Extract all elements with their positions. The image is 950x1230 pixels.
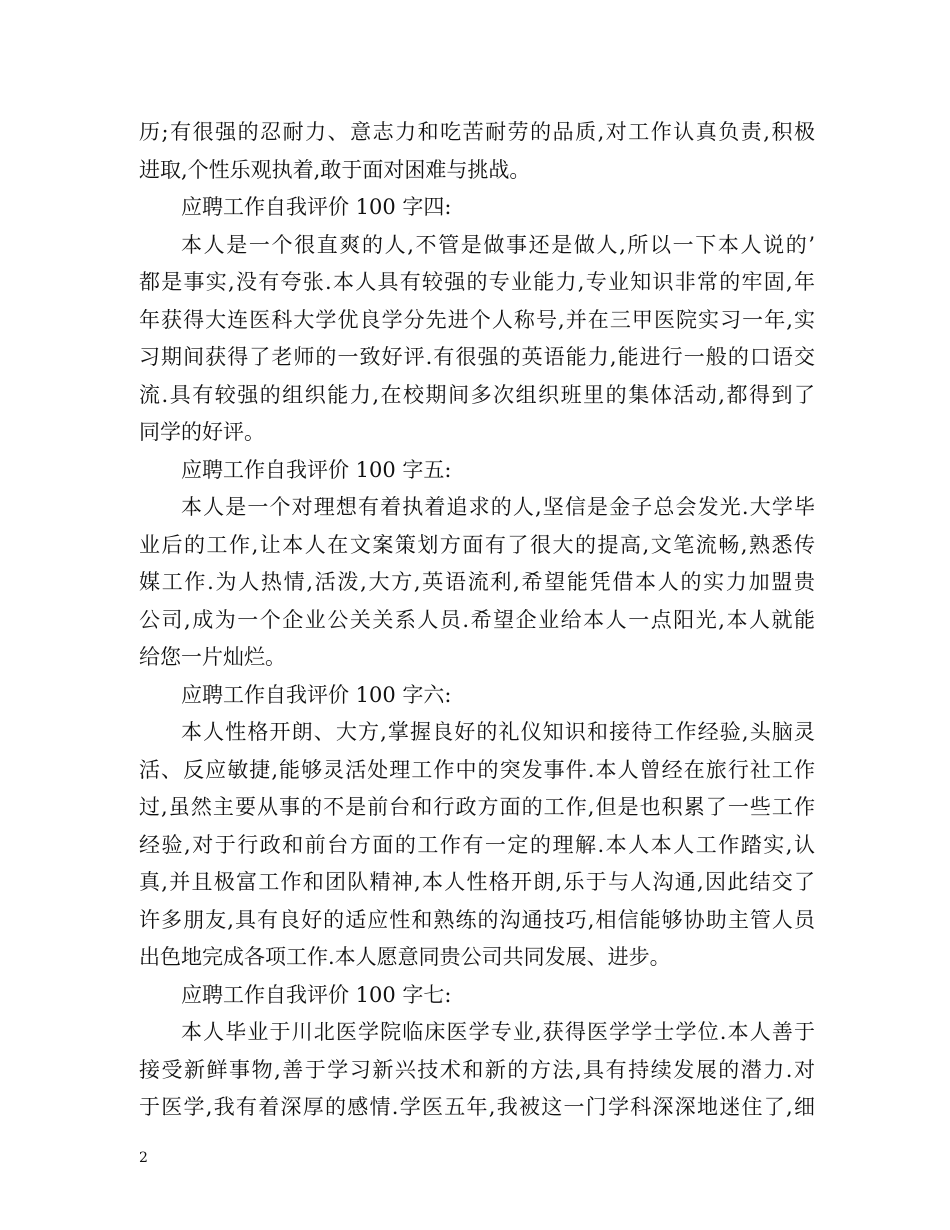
text-line: 本人是一个对理想有着执着追求的人,坚信是金子总会发光.大学毕 <box>181 495 815 519</box>
text-line: 活、反应敏捷,能够灵活处理工作中的突发事件.本人曾经在旅行社工作 <box>139 757 815 782</box>
text-line: 许多朋友,具有良好的适应性和熟练的沟通技巧,相信能够协助主管人员 <box>139 907 815 932</box>
text-line: 都是事实,没有夸张.本人具有较强的专业能力,专业知识非常的牢固,年 <box>139 270 815 294</box>
text-line: 本人性格开朗、大方,掌握良好的礼仪知识和接待工作经验,头脑灵 <box>181 720 815 744</box>
text-line: 流.具有较强的组织能力,在校期间多次组织班里的集体活动,都得到了 <box>139 382 815 407</box>
text-line: 历;有很强的忍耐力、意志力和吃苦耐劳的品质,对工作认真负责,积极 <box>139 120 815 144</box>
text-line: 本人是一个很直爽的人,不管是做事还是做人,所以一下本人说的’ <box>181 232 815 257</box>
text-line: 出色地完成各项工作.本人愿意同贵公司共同发展、进步。 <box>139 945 671 969</box>
section-heading: 应聘工作自我评价 100 字七: <box>181 982 452 1007</box>
text-line: 媒工作.为人热情,活泼,大方,英语流利,希望能凭借本人的实力加盟贵 <box>139 570 815 594</box>
text-line: 真,并且极富工作和团队精神,本人性格开朗,乐于与人沟通,因此结交了 <box>139 870 815 894</box>
text-line: 经验,对于行政和前台方面的工作有一定的理解.本人本人工作踏实,认 <box>139 832 815 857</box>
text-line: 进取,个性乐观执着,敢于面对困难与挑战。 <box>139 157 531 182</box>
text-line: 年获得大连医科大学优良学分先进个人称号,并在三甲医院实习一年,实 <box>139 307 815 332</box>
body-text <box>139 114 815 1127</box>
section-heading: 应聘工作自我评价 100 字四: <box>181 195 452 219</box>
text-line: 接受新鲜事物,善于学习新兴技术和新的方法,具有持续发展的潜力.对 <box>139 1057 815 1082</box>
text-line: 本人毕业于川北医学院临床医学专业,获得医学学士学位.本人善于 <box>181 1020 815 1044</box>
text-line: 习期间获得了老师的一致好评.有很强的英语能力,能进行一般的口语交 <box>139 345 815 369</box>
page-number: 2 <box>139 1150 148 1166</box>
section-heading: 应聘工作自我评价 100 字六: <box>181 682 452 707</box>
text-line: 业后的工作,让本人在文案策划方面有了很大的提高,文笔流畅,熟悉传 <box>139 532 815 557</box>
section-heading: 应聘工作自我评价 100 字五: <box>181 457 452 482</box>
text-line: 同学的好评。 <box>139 420 265 444</box>
text-line: 于医学,我有着深厚的感情.学医五年,我被这一门学科深深地迷住了,细 <box>139 1095 815 1119</box>
text-line: 过,虽然主要从事的不是前台和行政方面的工作,但是也积累了一些工作 <box>139 795 815 819</box>
text-line: 公司,成为一个企业公关关系人员.希望企业给本人一点阳光,本人就能 <box>139 607 815 632</box>
text-line: 给您一片灿烂。 <box>139 645 286 669</box>
